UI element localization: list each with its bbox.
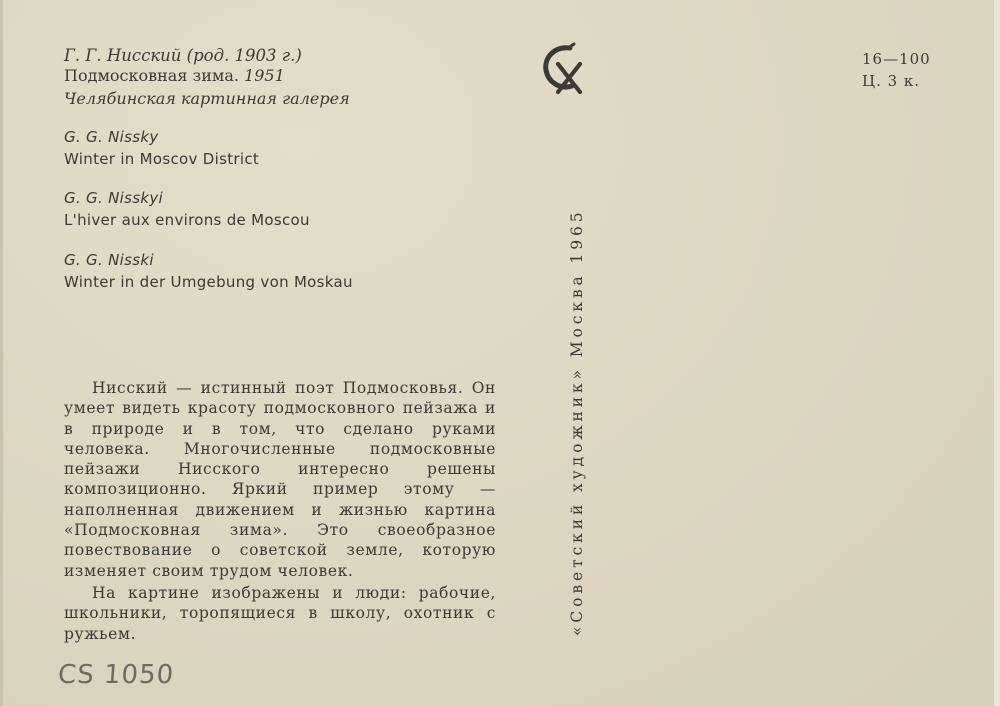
gallery-name: Челябинская картинная галерея: [64, 89, 350, 108]
author-ru: Г. Г. Нисский (род. 1903 г.): [64, 46, 302, 65]
description-text: [64, 378, 496, 644]
title-en: Winter in Moscov District: [64, 150, 260, 168]
title-de: Winter in der Umgebung von Moskau: [64, 273, 353, 291]
title-ru-line: [64, 66, 285, 85]
card-edge-left: [0, 0, 3, 706]
description-paragraph-1: Нисский — истинный поэт Подмосковья. Он умеет видеть красоту подмосковного пейзажа и в природе и в том, что сделано руками человека. Многочисленные подмосковные пейзажи Нисского интересно решены композиционно. Яркий пример этому — наполненная движением и жизнью картина «Подмосковная зима». Это своеобразное повествование о советской земле, которую изменяет своим трудом человек.: [64, 379, 496, 580]
title-ru: Подмосковная зима.: [64, 66, 239, 85]
catalog-number: 16—100: [862, 50, 931, 68]
author-de: G. G. Nisski: [64, 251, 154, 269]
painting-year: 1951: [244, 66, 285, 85]
author-fr: G. G. Nisskyi: [64, 189, 163, 207]
card-edge-right: [994, 0, 1000, 706]
title-fr: L'hiver aux environs de Moscou: [64, 211, 310, 229]
description-paragraph-2: На картине изображены и люди: рабочие, школьники, торопящиеся в школу, охотник с ружьем.: [64, 583, 496, 643]
handwritten-inventory-number: CS 1050: [56, 660, 176, 690]
publisher-imprint: «Советский художник» Москва 1965: [568, 208, 586, 636]
author-en: G. G. Nissky: [64, 128, 159, 146]
publisher-logo-icon: [540, 42, 588, 96]
price: Ц. 3 к.: [862, 72, 921, 90]
